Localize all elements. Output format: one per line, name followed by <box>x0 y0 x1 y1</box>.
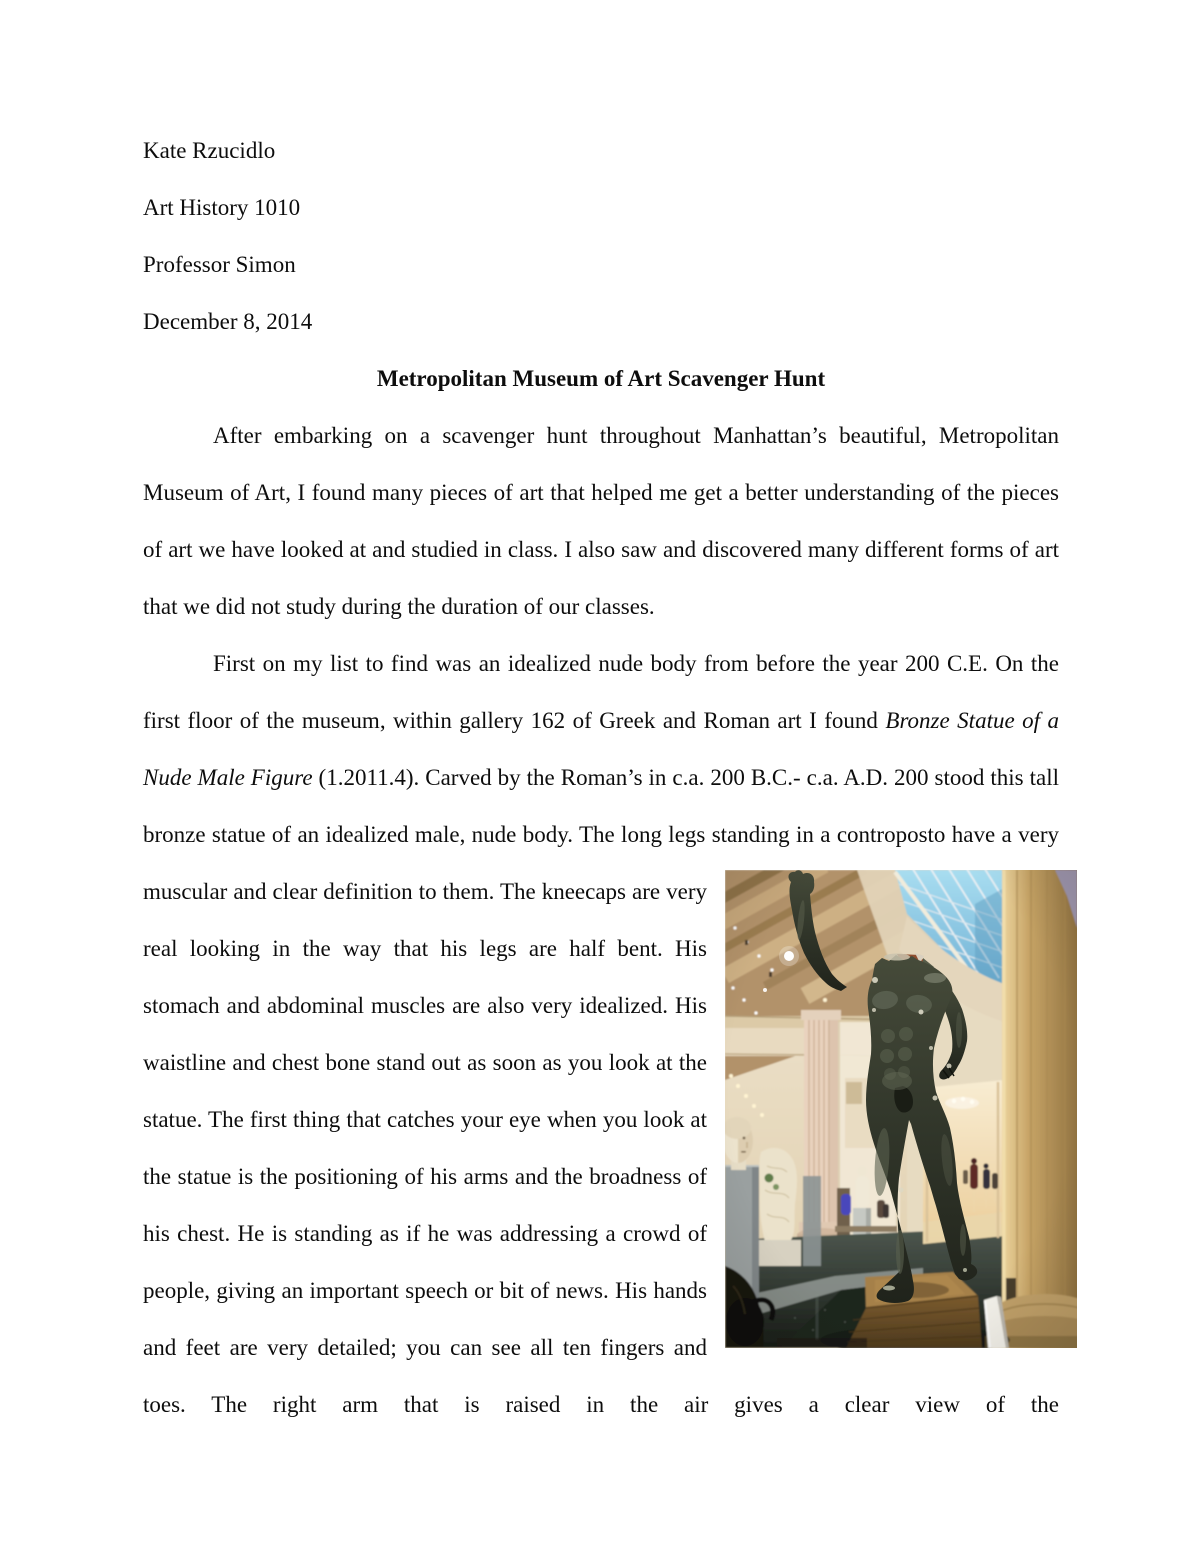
p2-after-image-text: very muscular and clear definition to them. The kneecaps are very real looking in the way that his legs are half bent. His stomach and abdominal muscles are also very idealized. His waistline and chest bone stand out as soon as you look at the statue. The first thing that catches your eye when you look at the statue is the positioning of his arms and the broadness of his chest. He is standing as if he was addressing a crowd of people, giving an important speech or bit of news. His hands and feet are very detailed; you can see all ten fingers and toes. The right arm that is raised in the air gives a clear view of the <box>143 822 1059 1417</box>
date-line: December 8, 2014 <box>143 309 313 334</box>
paragraph-1 <box>143 407 1059 635</box>
statue-photo-graphic <box>725 870 1077 1348</box>
vignette-overlay <box>725 870 1077 1348</box>
essay-title: Metropolitan Museum of Art Scavenger Hunt <box>376 366 826 391</box>
p2-middle-text: (1.2011.4). Carved by the Roman’s in c.a. 200 B.C.- c.a. A.D. 200 stood this tall bronze statue of an idealized male, nude body. The long legs standing in a controposto have a <box>143 765 1059 847</box>
author-line: Kate Rzucidlo <box>143 138 276 163</box>
artwork-title: Bronze Statue of a Nude Male Figure <box>143 708 1059 790</box>
statue-photo <box>725 870 1077 1348</box>
professor-line: Professor Simon <box>143 252 296 277</box>
course-line: Art History 1010 <box>143 195 301 220</box>
p2-lead-text: First on my list to find was an idealized nude body from before the year 200 C.E. On the first floor of the museum, within gallery 162 of Greek and Roman art I found <box>143 651 1059 733</box>
paragraph-1-text: After embarking on a scavenger hunt throughout Manhattan’s beautiful, Metropolitan Museum of Art, I found many pieces of art that helped me get a better understanding of the pieces of art we have looked at and studied in class. I also saw and discovered many different forms of art that we did not study during the duration of our classes. <box>143 423 1059 619</box>
paragraph-2 <box>143 635 1059 1433</box>
